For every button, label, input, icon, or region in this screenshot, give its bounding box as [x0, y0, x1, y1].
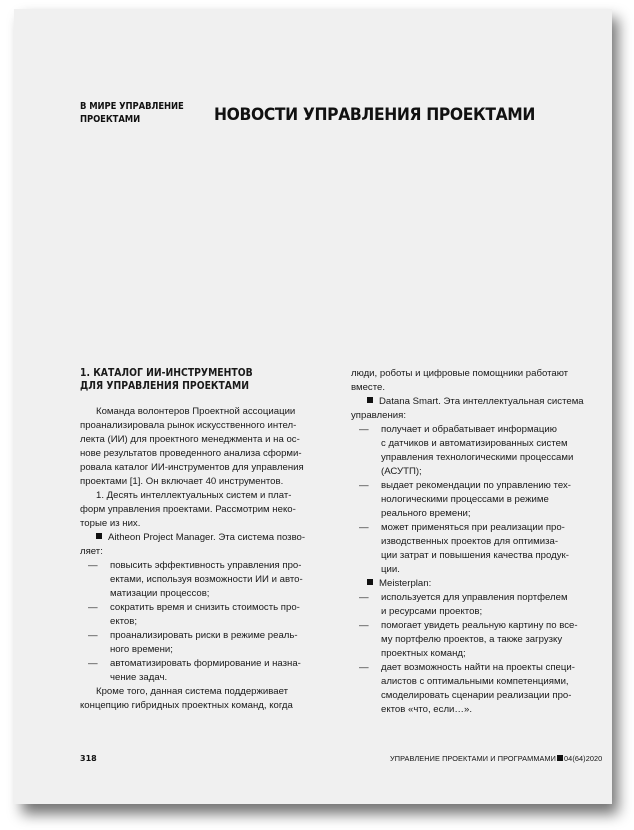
paragraph-line	[80, 699, 336, 713]
line-text: лекта (ИИ) для проектного менеджмента и на ос-	[80, 434, 300, 445]
line-text: ции.	[381, 564, 400, 575]
dash-list-continuation	[80, 643, 336, 657]
line-text: 1. Десять интеллектуальных систем и плат-	[96, 490, 292, 501]
dash-list-item	[351, 479, 607, 493]
line-text: люди, роботы и цифровые помощники работают	[351, 368, 569, 379]
line-text: ции затрат и повышения качества продук-	[381, 550, 569, 561]
document-page	[14, 9, 612, 804]
paragraph-line	[80, 461, 336, 475]
page-title: НОВОСТИ УПРАВЛЕНИЯ ПРОЕКТАМИ	[214, 105, 536, 125]
dash-list-item	[80, 629, 336, 643]
line-text: изводственных проектов для оптимиза-	[381, 536, 559, 547]
paragraph-line	[80, 405, 336, 419]
right-column	[351, 367, 607, 717]
line-text: алистов с оптимальными компетенциями,	[381, 676, 569, 687]
line-text: Datana Smart. Эта интеллектуальная система	[379, 396, 584, 407]
dash-list-continuation	[351, 493, 607, 507]
line-text: управления технологическими процессами	[381, 452, 574, 463]
bullet-item	[80, 531, 336, 545]
line-text: проектных команд;	[381, 648, 466, 659]
line-text: может применяться при реализации про-	[381, 522, 565, 533]
line-text: матизации процессов;	[110, 588, 210, 599]
paragraph-line	[80, 433, 336, 447]
dash-list-continuation	[351, 437, 607, 451]
dash-list-item	[351, 619, 607, 633]
line-text: (АСУТП);	[381, 466, 422, 477]
line-text: проектами [1]. Он включает 40 инструментов.	[80, 476, 284, 487]
line-text: форм управления проектами. Рассмотрим неко-	[80, 504, 296, 515]
line-text: проанализировать риски в режиме реаль-	[110, 630, 298, 641]
paragraph-line	[80, 545, 336, 559]
journal-name: УПРАВЛЕНИЕ ПРОЕКТАМИ И ПРОГРАММАМИ	[390, 754, 556, 763]
paragraph-line	[351, 367, 607, 381]
line-text: концепцию гибридных проектных команд, когда	[80, 700, 293, 711]
paragraph-line	[80, 447, 336, 461]
dash-list-continuation	[351, 465, 607, 479]
paragraph-line	[80, 419, 336, 433]
bullet-item	[351, 577, 607, 591]
dash-list-continuation	[351, 633, 607, 647]
dash-list-continuation	[351, 563, 607, 577]
line-text: ектов «что, если…».	[381, 704, 472, 715]
line-text: сократить время и снизить стоимость про-	[110, 602, 300, 613]
line-text: му портфелю проектов, а также загрузку	[381, 634, 563, 645]
dash-list-continuation	[351, 451, 607, 465]
dash-list-continuation	[80, 671, 336, 685]
dash-list-item	[80, 559, 336, 573]
paragraph-line	[80, 475, 336, 489]
dash-list-continuation	[351, 535, 607, 549]
bullet-item	[351, 395, 607, 409]
line-text: выдает рекомендации по управлению тех-	[381, 480, 571, 491]
dash-list-continuation	[351, 605, 607, 619]
line-text: нологическими процессами в режиме	[381, 494, 549, 505]
left-column-text	[80, 405, 336, 713]
line-text: чение задач.	[110, 672, 168, 683]
line-text: Команда волонтеров Проектной ассоциации	[96, 406, 296, 417]
journal-issue: 04(64)2020	[564, 754, 603, 763]
dash-list-continuation	[351, 703, 607, 717]
line-text: Кроме того, данная система поддерживает	[96, 686, 289, 697]
line-text: с датчиков и автоматизированных систем	[381, 438, 568, 449]
square-bullet-icon	[367, 579, 373, 585]
dash-list-continuation	[80, 573, 336, 587]
right-column-text	[351, 367, 607, 717]
line-text: реального времени;	[381, 508, 471, 519]
dash-list-item	[351, 423, 607, 437]
line-text: проанализировала рынок искусственного интел-	[80, 420, 297, 431]
dash-list-continuation	[351, 549, 607, 563]
dash-list-item	[80, 657, 336, 671]
line-text: и ресурсами проектов;	[381, 606, 483, 617]
dash-list-item	[351, 661, 607, 675]
line-text: Meisterplan:	[379, 578, 432, 589]
square-bullet-icon	[557, 755, 563, 761]
dash-list-item	[351, 591, 607, 605]
line-text: используется для управления портфелем	[381, 592, 568, 603]
left-column	[80, 367, 336, 713]
line-text: повысить эффективность управления про-	[110, 560, 302, 571]
dash-list-continuation	[351, 675, 607, 689]
section-label: В МИРЕ УПРАВЛЕНИЕ ПРОЕКТАМИ	[80, 101, 184, 125]
line-text: дает возможность найти на проекты специ-	[381, 662, 575, 673]
line-text: смоделировать сценарии реализации про-	[381, 690, 572, 701]
paragraph-line	[351, 409, 607, 423]
line-text: ровала каталог ИИ-инструментов для управления	[80, 462, 304, 473]
line-text: управления:	[351, 410, 406, 421]
square-bullet-icon	[367, 397, 373, 403]
paragraph-line	[80, 517, 336, 531]
line-text: вместе.	[351, 382, 386, 393]
dash-list-continuation	[351, 507, 607, 521]
line-text: автоматизировать формирование и назна-	[110, 658, 301, 669]
dash-list-continuation	[80, 615, 336, 629]
dash-list-continuation	[351, 689, 607, 703]
section-heading: 1. КАТАЛОГ ИИ-ИНСТРУМЕНТОВ ДЛЯ УПРАВЛЕНИЯ ПРОЕКТАМИ	[80, 367, 253, 392]
square-bullet-icon	[96, 533, 102, 539]
line-text: ектами, используя возможности ИИ и авто-	[110, 574, 303, 585]
line-text: Aitheon Project Manager. Эта система позво-	[108, 532, 306, 543]
paragraph-line	[80, 685, 336, 699]
page-number: 318	[80, 754, 97, 763]
paragraph-line	[80, 489, 336, 503]
line-text: помогает увидеть реальную картину по все-	[381, 620, 578, 631]
dash-list-item	[351, 521, 607, 535]
line-text: ектов;	[110, 616, 138, 627]
paragraph-line	[80, 503, 336, 517]
dash-list-item	[80, 601, 336, 615]
paragraph-line	[351, 381, 607, 395]
line-text: торые из них.	[80, 518, 141, 529]
line-text: нове результатов проведенного анализа сформи-	[80, 448, 302, 459]
journal-footer	[390, 754, 603, 763]
dash-list-continuation	[80, 587, 336, 601]
line-text: получает и обрабатывает информацию	[381, 424, 557, 435]
line-text: ляет:	[80, 546, 103, 557]
line-text: ного времени;	[110, 644, 173, 655]
dash-list-continuation	[351, 647, 607, 661]
